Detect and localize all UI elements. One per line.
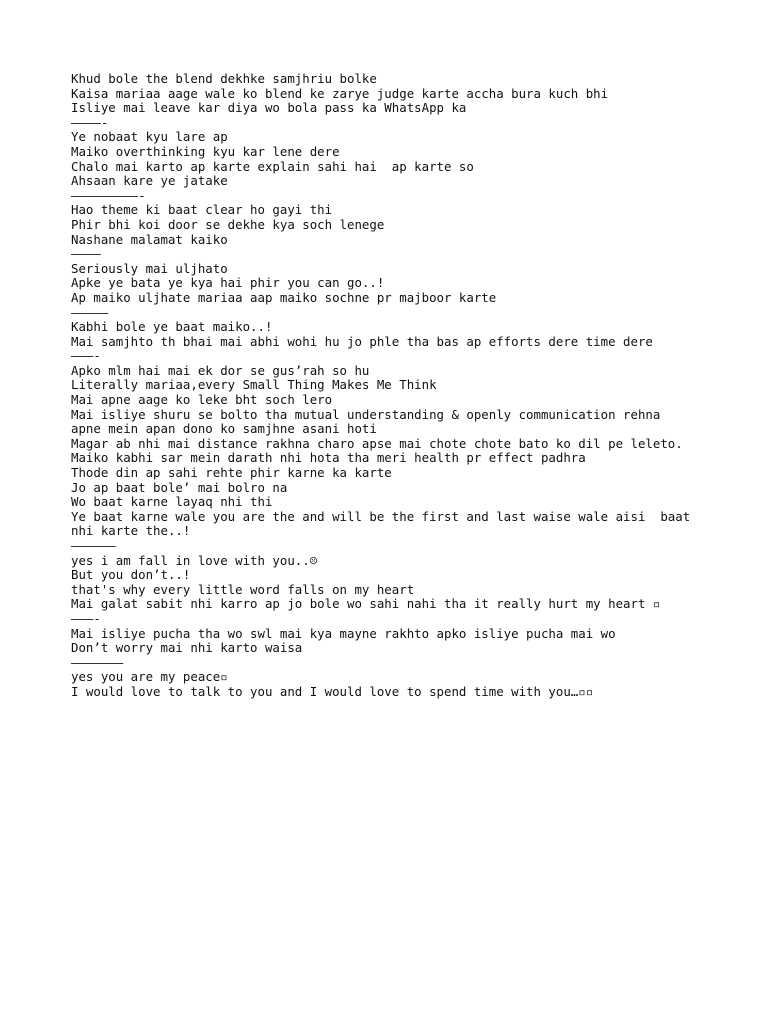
text-line: Mai isliye pucha tha wo swl mai kya mayne rakhto apko isliye pucha mai wo <box>71 625 616 641</box>
text-line: Nashane malamat kaiko <box>71 231 228 247</box>
separator-line: ———- <box>71 610 101 626</box>
text-line: Ahsaan kare ye jatake <box>71 173 228 189</box>
separator-line: ————— <box>71 304 109 320</box>
text-line: I would love to talk to you and I would love to spend time with you…▫▫ <box>71 683 594 699</box>
text-line: Maiko overthinking kyu kar lene dere <box>71 143 340 159</box>
separator-line: —————————- <box>71 187 146 203</box>
text-line: Kabhi bole ye baat maiko..! <box>71 319 273 335</box>
text-line: yes you are my peace▫ <box>71 669 228 685</box>
text-line: Ye baat karne wale you are the and will be the first and last waise wale aisi baat nhi karte the..! <box>71 508 698 539</box>
text-line: Don’t worry mai nhi karto waisa <box>71 640 303 656</box>
text-line: Mai samjhto th bhai mai abhi wohi hu jo phle tha bas ap efforts dere time dere <box>71 333 653 349</box>
text-line: Literally mariaa,every Small Thing Makes Me Think <box>71 377 437 393</box>
text-line: Maiko kabhi sar mein darath nhi hota tha meri health pr effect padhra <box>71 450 586 466</box>
text-line: Mai galat sabit nhi karro ap jo bole wo sahi nahi tha it really hurt my heart ▫ <box>71 596 661 612</box>
text-line: Seriously mai uljhato <box>71 260 228 276</box>
text-line: yes i am fall in love with you..☹ <box>71 552 318 568</box>
document-text <box>71 72 711 700</box>
text-line: that's why every little word falls on my heart <box>71 581 415 597</box>
text-line: Wo baat karne layaq nhi thi <box>71 494 273 510</box>
text-line: Khud bole the blend dekhke samjhriu bolke <box>71 71 377 86</box>
separator-line: ———— <box>71 246 101 262</box>
text-line: Jo ap baat bole’ mai bolro na <box>71 479 288 495</box>
text-line: Phir bhi koi door se dekhe kya soch lenege <box>71 216 385 232</box>
text-line: Isliye mai leave kar diya wo bola pass ka WhatsApp ka <box>71 100 467 116</box>
text-line: Thode din ap sahi rehte phir karne ka karte <box>71 465 392 481</box>
text-line: Apke ye bata ye kya hai phir you can go..! <box>71 275 385 291</box>
separator-line: —————— <box>71 538 116 553</box>
text-line: Ye nobaat kyu lare ap <box>71 129 228 145</box>
separator-line: ———- <box>71 348 101 364</box>
text-line: Mai apne aage ko leke bht soch lero <box>71 392 333 408</box>
text-line: Magar ab nhi mai distance rakhna charo apse mai chote chote bato ko dil pe leleto. <box>71 435 683 451</box>
text-line: Chalo mai karto ap karte explain sahi hai ap karte so <box>71 158 474 174</box>
text-line: Kaisa mariaa aage wale ko blend ke zarye judge karte accha bura kuch bhi <box>71 85 609 101</box>
text-line: Apko mlm hai mai ek dor se gus’rah so hu <box>71 362 370 378</box>
text-line: apne mein apan dono ko samjhne asani hoti <box>71 421 377 437</box>
text-line: But you don’t..! <box>71 567 191 583</box>
separator-line: ————- <box>71 114 109 130</box>
separator-line: ——————— <box>71 654 124 670</box>
text-line: Ap maiko uljhate mariaa aap maiko sochne pr majboor karte <box>71 289 497 305</box>
text-line: Hao theme ki baat clear ho gayi thi <box>71 202 333 218</box>
text-line: Mai isliye shuru se bolto tha mutual understanding & openly communication rehna <box>71 406 661 422</box>
